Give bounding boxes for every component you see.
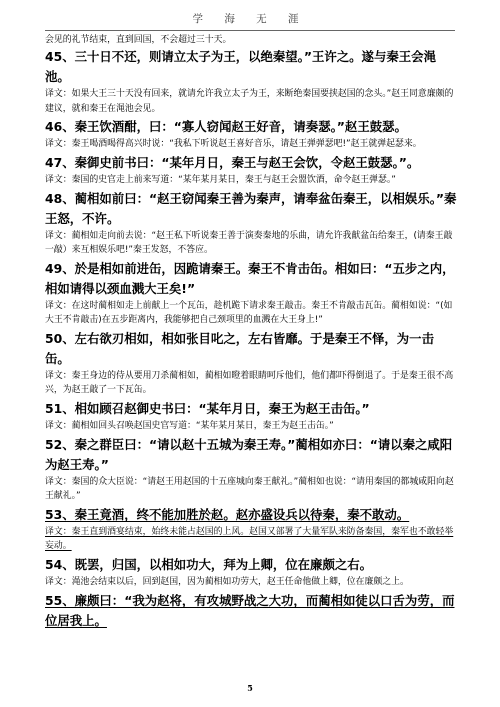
classical-sentence-53: 53、秦王竟酒，终不能加胜於赵。赵亦盛设兵以待秦，秦不敢动。 <box>45 507 410 523</box>
classical-sentence-50: 50、左右欲刃相如，相如张目叱之，左右皆靡。于是秦王不怿，为一击缶。 <box>45 331 434 367</box>
translation-53: 译文：秦王直到酒宴结束，始终未能占赵国的上风。赵国又部署了大量军队来防备秦国，秦军也不敢轻举妄动。 <box>45 527 454 552</box>
classical-sentence-55: 55、廉颇曰：“我为赵将，有攻城野战之大功，而蔺相如徒以口舌为劳，而位居我上。 <box>45 593 455 629</box>
page-header-title: 学 海 无 涯 <box>192 13 308 25</box>
document-body <box>45 33 457 631</box>
translation-text: 会见的礼节结束，直到回国，不会超过三十天。 <box>45 35 232 45</box>
translation-45: 译文：如果大王三十天没有回来，就请允许我立太子为王，来断绝秦国要挟赵国的念头。”赵王同意廉颇的建议，就和秦王在渑池会见。 <box>45 89 454 114</box>
classical-sentence-46: 46、秦王饮酒酣，曰：“寡人窃闻赵王好音，请奏瑟。”赵王鼓瑟。 <box>45 119 407 135</box>
classical-sentence-49: 49、於是相如前进缶，因跪请秦王。秦王不肯击缶。相如曰：“五步之内，相如请得以颈血溅大王矣!” <box>45 261 455 297</box>
translation-48: 译文：蔺相如走向前去说：“赵王私下听说秦王善于演奏秦地的乐曲，请允许我献盆缶给秦王，(请秦王敲一敲）来互相娱乐吧!”秦王发怒，不答应。 <box>45 230 453 256</box>
translation-49: 译文：在这时蔺相如走上前献上一个瓦缶，趁机跪下请求秦王敲击。秦王不肯敲击瓦缶。蔺相如说：“(如大王不肯敲击)在五步距离内，我能够把自己颈项里的血溅在大王身上!” <box>45 301 453 326</box>
classical-sentence-47: 47、秦御史前书曰：“某年月日，秦王与赵王会饮，令赵王鼓瑟。”。 <box>45 155 420 171</box>
classical-sentence-45: 45、三十日不还，则请立太子为王，以绝秦望。”王许之。遂与秦王会渑池。 <box>45 49 436 85</box>
classical-sentence-54: 54、既罢，归国，以相如功大，拜为上卿，位在廉颇之右。 <box>45 557 373 573</box>
translation-52: 译文：秦国的众大臣说：“请赵王用赵国的十五座城向秦王献礼。”蔺相如也说：“请用秦国的都城咸阳向赵王献礼。” <box>45 477 454 502</box>
page-number: 5 <box>247 683 253 693</box>
classical-sentence-51: 51、相如顾召赵御史书曰：“某年月日，秦王为赵王击缶。” <box>45 401 370 417</box>
translation-51: 译文：蔺相如回头召唤赵国史官写道：“某年某月某日，秦王为赵王击缶。” <box>45 421 334 432</box>
header-divider <box>45 30 455 31</box>
translation-46: 译文：秦王喝酒喝得高兴时说：“我私下听说赵王喜好音乐，请赵王弹弹瑟吧!”赵王就弹起瑟来。 <box>45 139 422 150</box>
translation-50: 译文：秦王身边的侍从要用刀杀蔺相如，蔺相如瞪着眼睛呵斥他们，他们都吓得倒退了。于是秦王很不高兴，为赵王敲了一下瓦缶。 <box>45 371 454 396</box>
classical-sentence-48: 48、蔺相如前曰：“赵王窃闻秦王善为秦声，请奉盆缶秦王，以相娱乐。”秦王怒，不许。 <box>45 190 457 226</box>
classical-sentence-52: 52、秦之群臣曰：“请以赵十五城为秦王寿。”蔺相如亦曰：“请以秦之咸阳为赵王寿。” <box>45 437 453 473</box>
translation-47: 译文：秦国的史官走上前来写道：“某年某月某日，秦王与赵王会盟饮酒，命令赵王弹瑟。” <box>45 175 396 186</box>
translation-54: 译文：渑池会结束以后，回到赵国，因为蔺相如功劳大，赵王任命他做上卿，位在廉颇之上。 <box>45 577 409 588</box>
